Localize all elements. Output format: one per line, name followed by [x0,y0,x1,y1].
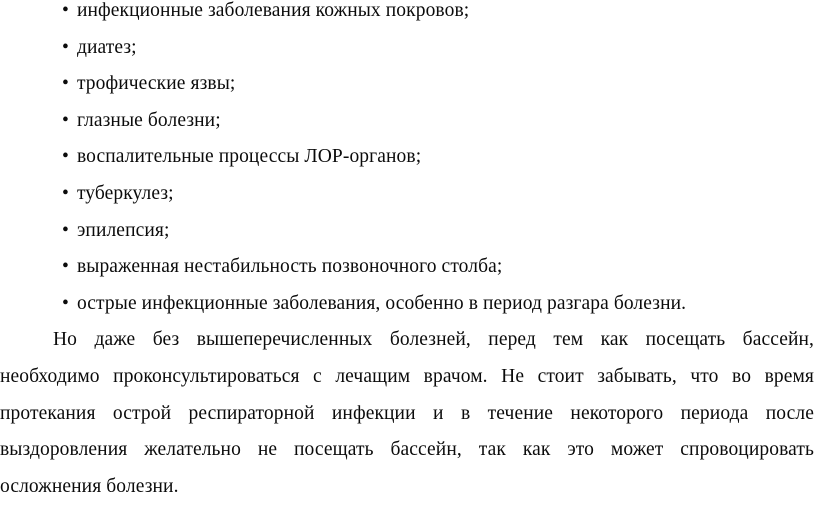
list-item-text: эпилепсия; [76,219,170,241]
paragraph-line: Но даже без вышеперечисленных болезней, перед тем как посещать бассейн, [53,329,814,351]
list-item-text: туберкулез; [76,182,174,204]
list-item [0,139,816,176]
list-item-text: глазные болезни; [76,109,221,131]
list-item-text: диатез; [76,36,137,58]
list-item-text: выраженная нестабильность позвоночного столба; [76,256,503,278]
paragraph-line: осложнения болезни. [0,475,179,497]
paragraph-line: протекания острой респираторной инфекции и в течение некоторого периода после [0,402,814,424]
list-item-text: острые инфекционные заболевания, особенно в период разгара болезни. [76,292,687,314]
list-item [0,176,816,213]
list-item [0,213,816,250]
list-item [0,0,816,30]
bullet-icon: • [62,0,69,21]
bullet-icon: • [62,256,69,278]
bullet-icon: • [62,36,69,58]
bullet-icon: • [62,109,69,131]
list-item [0,30,816,67]
list-item [0,286,816,323]
list-item-text: инфекционные заболевания кожных покровов; [76,0,470,21]
body-paragraph [0,322,816,505]
list-item [0,66,816,103]
bullet-icon: • [62,219,69,241]
bullet-icon: • [62,146,69,168]
paragraph-line: выздоровления желательно не посещать бассейн, так как это может спровоцировать [0,439,814,461]
bullet-icon: • [62,292,69,314]
list-item [0,249,816,286]
bullet-icon: • [62,182,69,204]
paragraph-line: необходимо проконсультироваться с лечащим врачом. Не стоит забывать, что во время [0,365,814,387]
list-item [0,103,816,140]
list-item-text: воспалительные процессы ЛОР-органов; [76,146,422,168]
bullet-icon: • [62,73,69,95]
list-item-text: трофические язвы; [76,73,236,95]
